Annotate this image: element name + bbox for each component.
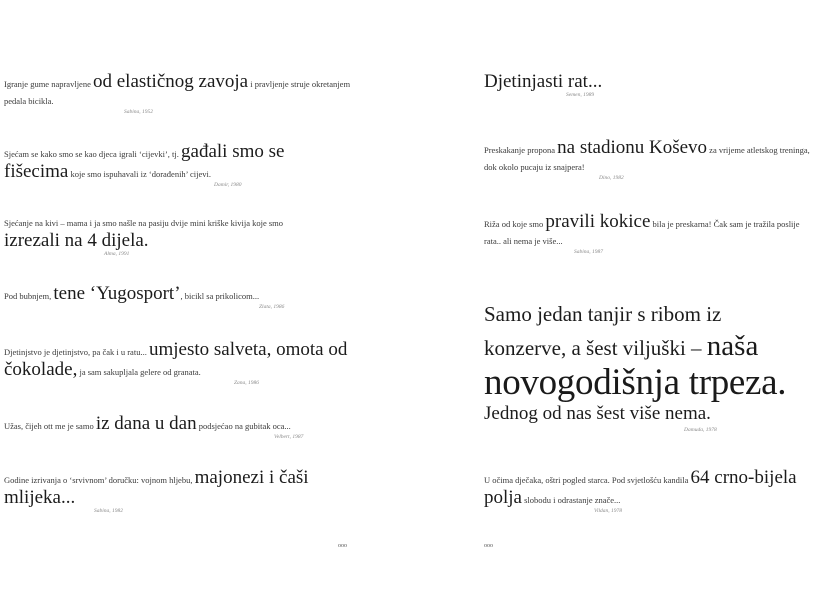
quote-highlight: naša [706,330,759,363]
quote-line: Samo jedan tanjir s ribom iz [484,302,722,326]
quote-attribution: Zlata, 1986 [259,303,285,310]
quote-text: podsjećao na gubitak oca... [196,421,291,431]
right-page [416,0,832,600]
quote-highlight: 64 crno-bijela polja [484,467,797,508]
quote-chocolate-wrappers [4,340,354,387]
quote-text: bila je preskarna! Čak sam je tražila poslije rata.. ali nema je više... [484,219,800,246]
quote-text: i pravljenje struje okretanjem pedala biciklа. [4,79,351,106]
quote-attribution: Zana, 1986 [234,379,260,386]
quote-childish-war [484,72,684,99]
quote-highlight: novogodišnja trpeza. [484,361,787,403]
quote-text: Preskakanje propona [484,145,558,155]
quote-text: , bicikl sa prikolicom... [180,291,260,301]
quote-attribution: Alma, 1991 [104,250,130,257]
quote-attribution: Sabina, 1987 [574,248,604,255]
quote-attribution: Sabina, 1982 [94,507,124,514]
quote-kiwi [4,214,334,258]
quote-popcorn [484,212,814,256]
quote-text: Godine izrivanja o ‘srvivnom’ doručku: vojnom hljebu, [4,475,195,485]
quote-text: Igranje gume napravljene [4,79,93,89]
quote-highlight: majonezi i čaši mlijeka... [4,467,309,508]
quote-text: koje smo ispuhavali iz ‘dorađenih’ cijevi. [68,168,212,179]
quote-attribution: Dino, 1982 [599,174,624,181]
quote-text: ja sam sakupljala gelere od granata. [77,366,201,377]
quote-text: Sjećam se kako smo se kao djeca igrali ‘cijevki’, tj. [4,149,182,159]
quote-chess-fields [484,468,819,515]
quote-highlight: tene ‘Yugosport’ [53,283,181,304]
quote-line: konzerve, a šest viljuški – [484,336,707,361]
quote-text: slobodu i odrastanje znače... [522,494,621,505]
page-number: ooo [338,543,347,549]
quote-attribution: Damir, 1980 [214,181,242,188]
quote-text: Riža od koje smo [484,219,546,229]
quote-text: za vrijeme atletskog treninga, dok okolo pucaju iz snajpera! [484,145,810,172]
quote-highlight: Djetinjasti rat... [484,71,603,92]
quote-attribution: Velbert, 1987 [274,433,304,440]
quote-attribution: Damuda, 1978 [684,427,717,434]
quote-highlight: iz dana u dan [95,413,197,434]
quote-attribution: Sabina, 1952 [124,108,154,115]
quote-highlight: od elastičnog zavoja [92,71,249,92]
quote-kosevo-stadium [484,138,814,182]
quote-highlight: umjesto salveta, omota od čokolade, [4,339,348,380]
quote-text: Užas, čijeh ott me je samo [4,421,96,431]
quote-text: U očima dječaka, oštri pogled starca. Pod svjetlošću kandila [484,475,691,485]
quote-line: Jednog od nas šest više nema. [484,403,711,425]
quote-highlight: gađali smo se fišecima [4,141,285,182]
page-number: ooo [484,543,493,549]
quote-text: Djetinjstvo je djetinjstvo, pa čak i u ratu... [4,347,149,357]
quote-text: Sjećanje na kivi – mama i ja smo našle na pasiju dvije mini kriške kivija koje smo [4,218,284,228]
quote-highlight: izrezali na 4 dijela. [4,229,149,251]
quote-yugosport [4,284,364,311]
quote-mayonnaise [4,468,334,515]
quote-new-year-table [484,302,829,434]
quote-attribution: Semen, 1989 [566,91,595,98]
quote-elastic-bandage [4,72,359,116]
quote-highlight: pravili kokice [545,211,651,232]
quote-pipes [4,142,334,189]
quote-day-by-day [4,414,364,441]
quote-text: Pod bubnjem, [4,291,54,301]
quote-attribution: Vildan, 1978 [594,507,623,514]
quote-highlight: na stadionu Koševo [557,137,708,158]
